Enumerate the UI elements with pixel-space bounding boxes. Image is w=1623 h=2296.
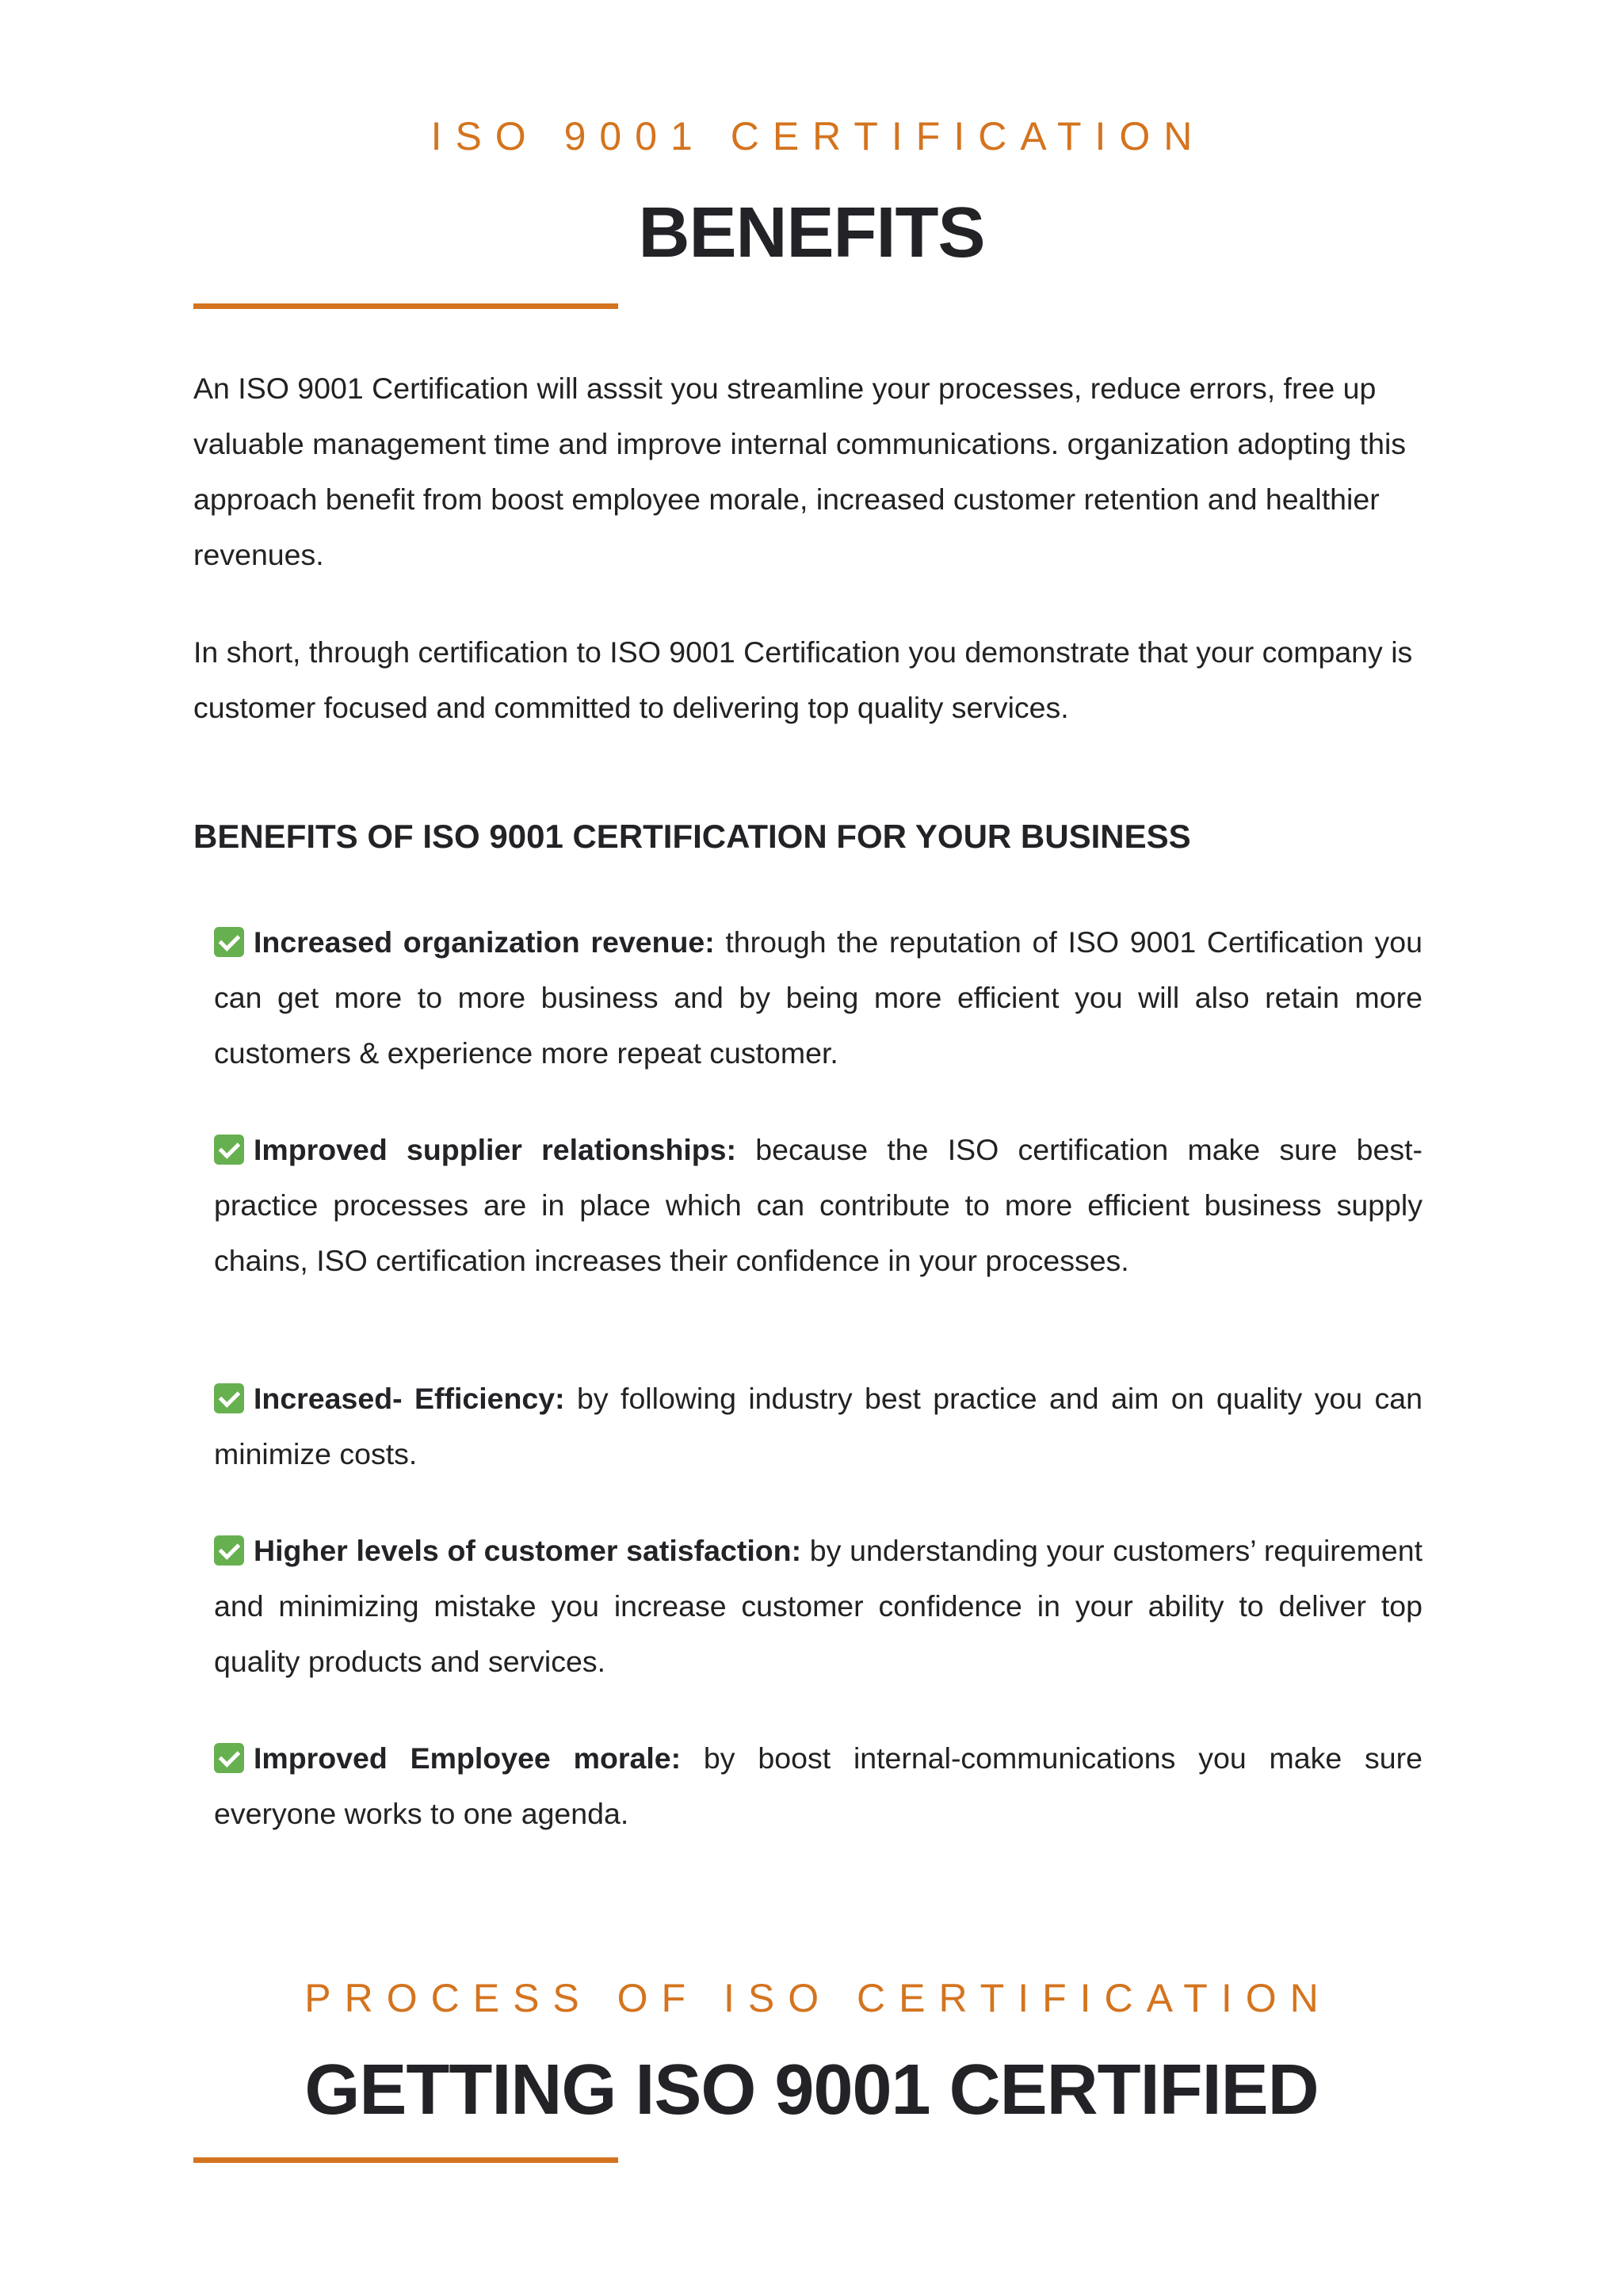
check-mark-icon [214,1743,244,1773]
check-mark-icon [214,1383,244,1413]
check-mark-icon [214,1135,244,1165]
benefit-label: Improved supplier relationships: [254,1133,737,1166]
benefits-title: BENEFITS [638,193,985,273]
benefit-label: Increased organization revenue: [254,925,715,959]
benefit-label: Improved Employee morale: [254,1741,682,1775]
benefit-text: by following industry best practice and aim on quality you can minimize costs. [214,1382,1423,1470]
summary-paragraph: In short, through certification to ISO 9001 Certification you demonstrate that your company is customer focused and committed to delivering top quality services. [193,635,1413,724]
benefit-item-satisfaction [214,1523,1423,1689]
benefit-text: through the reputation of ISO 9001 Certification you can get more to more business and by being more efficient you will also retain more customers & experience more repeat customer. [214,925,1423,1070]
benefits-accent-rule [193,303,618,309]
benefit-label: Increased- Efficiency: [254,1382,565,1415]
benefit-item-efficiency [214,1371,1423,1482]
process-kicker: PROCESS OF ISO CERTIFICATION [304,1976,1332,2020]
benefit-item-revenue [214,914,1423,1081]
benefit-item-morale [214,1730,1423,1841]
benefit-item-supplier [214,1122,1423,1288]
benefits-kicker: ISO 9001 CERTIFICATION [430,114,1206,158]
benefit-label: Higher levels of customer satisfaction: [254,1534,802,1567]
benefit-text: by understanding your customers’ requirement and minimizing mistake you increase customer confidence in your ability to deliver top quality products and services. [214,1534,1423,1678]
process-accent-rule [193,2157,618,2163]
check-mark-icon [214,1535,244,1566]
check-mark-icon [214,927,244,957]
intro-paragraph: An ISO 9001 Certification will asssit you streamline your processes, reduce errors, free up valuable management time and improve internal communications. organization adopting this approach benefit from boost employee morale, increased customer retention and healthier revenues. [193,372,1407,571]
benefits-subheading: BENEFITS OF ISO 9001 CERTIFICATION FOR YOUR BUSINESS [193,818,1191,855]
benefit-text: by boost internal-communications you make sure everyone works to one agenda. [214,1741,1423,1830]
benefit-text: because the ISO certification make sure best-practice processes are in place which can contribute to more efficient business supply chains, ISO certification increases their confidence in your processes. [214,1133,1423,1277]
process-title: GETTING ISO 9001 CERTIFIED [304,2050,1319,2130]
